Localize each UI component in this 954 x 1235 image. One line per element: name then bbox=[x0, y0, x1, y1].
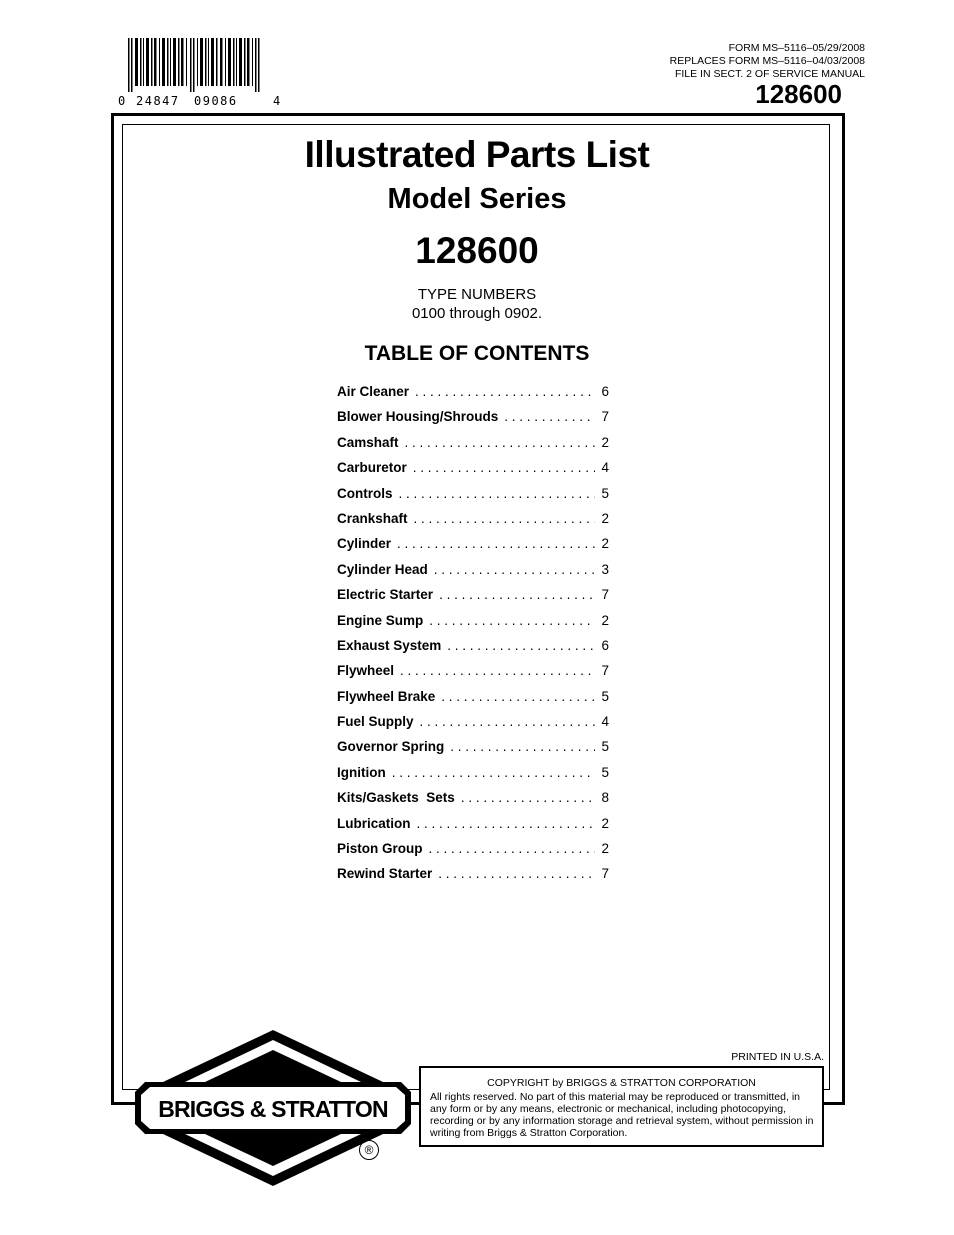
type-numbers-label: TYPE NUMBERS bbox=[417, 286, 537, 303]
toc-item[interactable] bbox=[337, 739, 609, 764]
form-number: 128600 bbox=[755, 79, 842, 109]
toc-heading: TABLE OF CONTENTS bbox=[364, 342, 590, 365]
toc-item[interactable] bbox=[337, 765, 609, 790]
toc-item-label: Camshaft bbox=[337, 434, 399, 450]
toc-item[interactable] bbox=[337, 562, 609, 587]
toc-leader bbox=[504, 409, 595, 424]
toc-item-label: Rewind Starter bbox=[337, 866, 433, 882]
toc-item-label: Flywheel Brake bbox=[337, 688, 436, 704]
toc-item-label: Kits/Gaskets Sets bbox=[337, 790, 455, 806]
toc-item-label: Ignition bbox=[337, 764, 386, 780]
form-info bbox=[670, 42, 865, 81]
copyright-box bbox=[419, 1066, 824, 1147]
form-line-1: FORM MS–5116–05/29/2008 bbox=[728, 42, 865, 54]
toc-item[interactable] bbox=[337, 435, 609, 460]
toc-item-page: 6 bbox=[601, 384, 609, 399]
toc-item[interactable] bbox=[337, 460, 609, 485]
table-of-contents bbox=[337, 384, 609, 892]
toc-item-page: 4 bbox=[601, 714, 609, 730]
toc-leader bbox=[400, 663, 595, 678]
toc-item-page: 2 bbox=[601, 434, 609, 450]
toc-leader bbox=[450, 739, 595, 754]
model-number: 128600 bbox=[415, 230, 539, 271]
barcode bbox=[128, 38, 268, 94]
barcode-digits-right: 09086 bbox=[194, 94, 238, 108]
toc-item-page: 8 bbox=[601, 790, 609, 806]
toc-item-label: Electric Starter bbox=[337, 587, 434, 603]
type-numbers-range: 0100 through 0902. bbox=[411, 305, 543, 322]
toc-item-page: 7 bbox=[601, 663, 609, 679]
form-line-3: FILE IN SECT. 2 OF SERVICE MANUAL bbox=[674, 68, 865, 80]
printed-in-label: PRINTED IN U.S.A. bbox=[731, 1051, 824, 1063]
toc-item[interactable] bbox=[337, 689, 609, 714]
toc-leader bbox=[447, 638, 595, 653]
form-line-2: REPLACES FORM MS–5116–04/03/2008 bbox=[669, 55, 865, 67]
toc-item[interactable] bbox=[337, 613, 609, 638]
toc-item-page: 5 bbox=[601, 485, 609, 501]
toc-item-label: Governor Spring bbox=[337, 739, 445, 755]
toc-item-page: 4 bbox=[601, 460, 609, 476]
copyright-title: COPYRIGHT by BRIGGS & STRATTON CORPORATION bbox=[487, 1077, 756, 1089]
toc-item[interactable] bbox=[337, 409, 609, 434]
toc-leader bbox=[434, 562, 595, 577]
toc-leader bbox=[439, 587, 595, 602]
toc-item-label: Blower Housing/Shrouds bbox=[337, 409, 499, 425]
toc-item-page: 7 bbox=[601, 866, 609, 882]
toc-item-label: Carburetor bbox=[337, 460, 407, 476]
barcode-bars bbox=[128, 38, 268, 92]
toc-item[interactable] bbox=[337, 866, 609, 891]
toc-leader bbox=[438, 866, 595, 881]
toc-leader bbox=[441, 689, 595, 704]
toc-leader bbox=[429, 613, 595, 628]
toc-item-page: 5 bbox=[601, 764, 609, 780]
barcode-digits-left: 24847 bbox=[136, 94, 180, 108]
toc-item[interactable] bbox=[337, 486, 609, 511]
copyright-text: All rights reserved. No part of this material may be reproduced or transmitted, in any form or by any means, electronic or mechanical, including photocopying, recording or by any information storage and retrieval system, without permission in writing from Briggs & Stratton Corporation. bbox=[430, 1091, 814, 1139]
toc-leader bbox=[397, 536, 595, 551]
toc-leader bbox=[417, 816, 596, 831]
registered-mark: ® bbox=[359, 1140, 379, 1160]
toc-leader bbox=[405, 435, 595, 450]
toc-leader bbox=[392, 765, 595, 780]
toc-item-label: Flywheel bbox=[337, 663, 395, 679]
toc-item-page: 5 bbox=[601, 688, 609, 704]
toc-leader bbox=[429, 841, 596, 856]
toc-item[interactable] bbox=[337, 790, 609, 815]
toc-item-page: 6 bbox=[601, 637, 609, 653]
toc-item-label: Lubrication bbox=[337, 815, 411, 831]
toc-item-page: 2 bbox=[601, 536, 609, 552]
page-subtitle: Model Series bbox=[387, 183, 567, 215]
logo-wordmark: BRIGGS & STRATTON bbox=[158, 1096, 388, 1122]
toc-item-page: 2 bbox=[601, 612, 609, 628]
toc-item-label: Engine Sump bbox=[337, 612, 424, 628]
toc-item-page: 7 bbox=[601, 409, 609, 425]
toc-item[interactable] bbox=[337, 587, 609, 612]
toc-item-label: Controls bbox=[337, 485, 393, 501]
toc-item-page: 2 bbox=[601, 841, 609, 857]
toc-item-label: Air Cleaner bbox=[337, 384, 410, 399]
toc-item-page: 7 bbox=[601, 587, 609, 603]
toc-item-page: 3 bbox=[601, 561, 609, 577]
briggs-stratton-logo bbox=[133, 1028, 413, 1188]
toc-item-page: 5 bbox=[601, 739, 609, 755]
toc-item[interactable] bbox=[337, 384, 609, 409]
toc-item-label: Cylinder bbox=[337, 536, 392, 552]
toc-item[interactable] bbox=[337, 663, 609, 688]
toc-item-page: 2 bbox=[601, 815, 609, 831]
toc-item-label: Exhaust System bbox=[337, 637, 442, 653]
toc-leader bbox=[415, 384, 595, 399]
toc-leader bbox=[413, 460, 595, 475]
toc-item[interactable] bbox=[337, 511, 609, 536]
toc-leader bbox=[414, 511, 595, 526]
toc-item[interactable] bbox=[337, 816, 609, 841]
toc-item-label: Fuel Supply bbox=[337, 714, 414, 730]
toc-item-label: Cylinder Head bbox=[337, 561, 428, 577]
toc-item-page: 2 bbox=[601, 510, 609, 526]
page-title: Illustrated Parts List bbox=[304, 134, 650, 175]
toc-item[interactable] bbox=[337, 841, 609, 866]
toc-item[interactable] bbox=[337, 638, 609, 663]
toc-item[interactable] bbox=[337, 714, 609, 739]
toc-leader bbox=[399, 486, 596, 501]
barcode-digit-system: 0 bbox=[118, 94, 126, 108]
toc-leader bbox=[420, 714, 595, 729]
toc-item[interactable] bbox=[337, 536, 609, 561]
toc-item-label: Crankshaft bbox=[337, 510, 408, 526]
toc-leader bbox=[461, 790, 595, 805]
barcode-digit-check: 4 bbox=[273, 94, 281, 108]
toc-item-label: Piston Group bbox=[337, 841, 423, 857]
